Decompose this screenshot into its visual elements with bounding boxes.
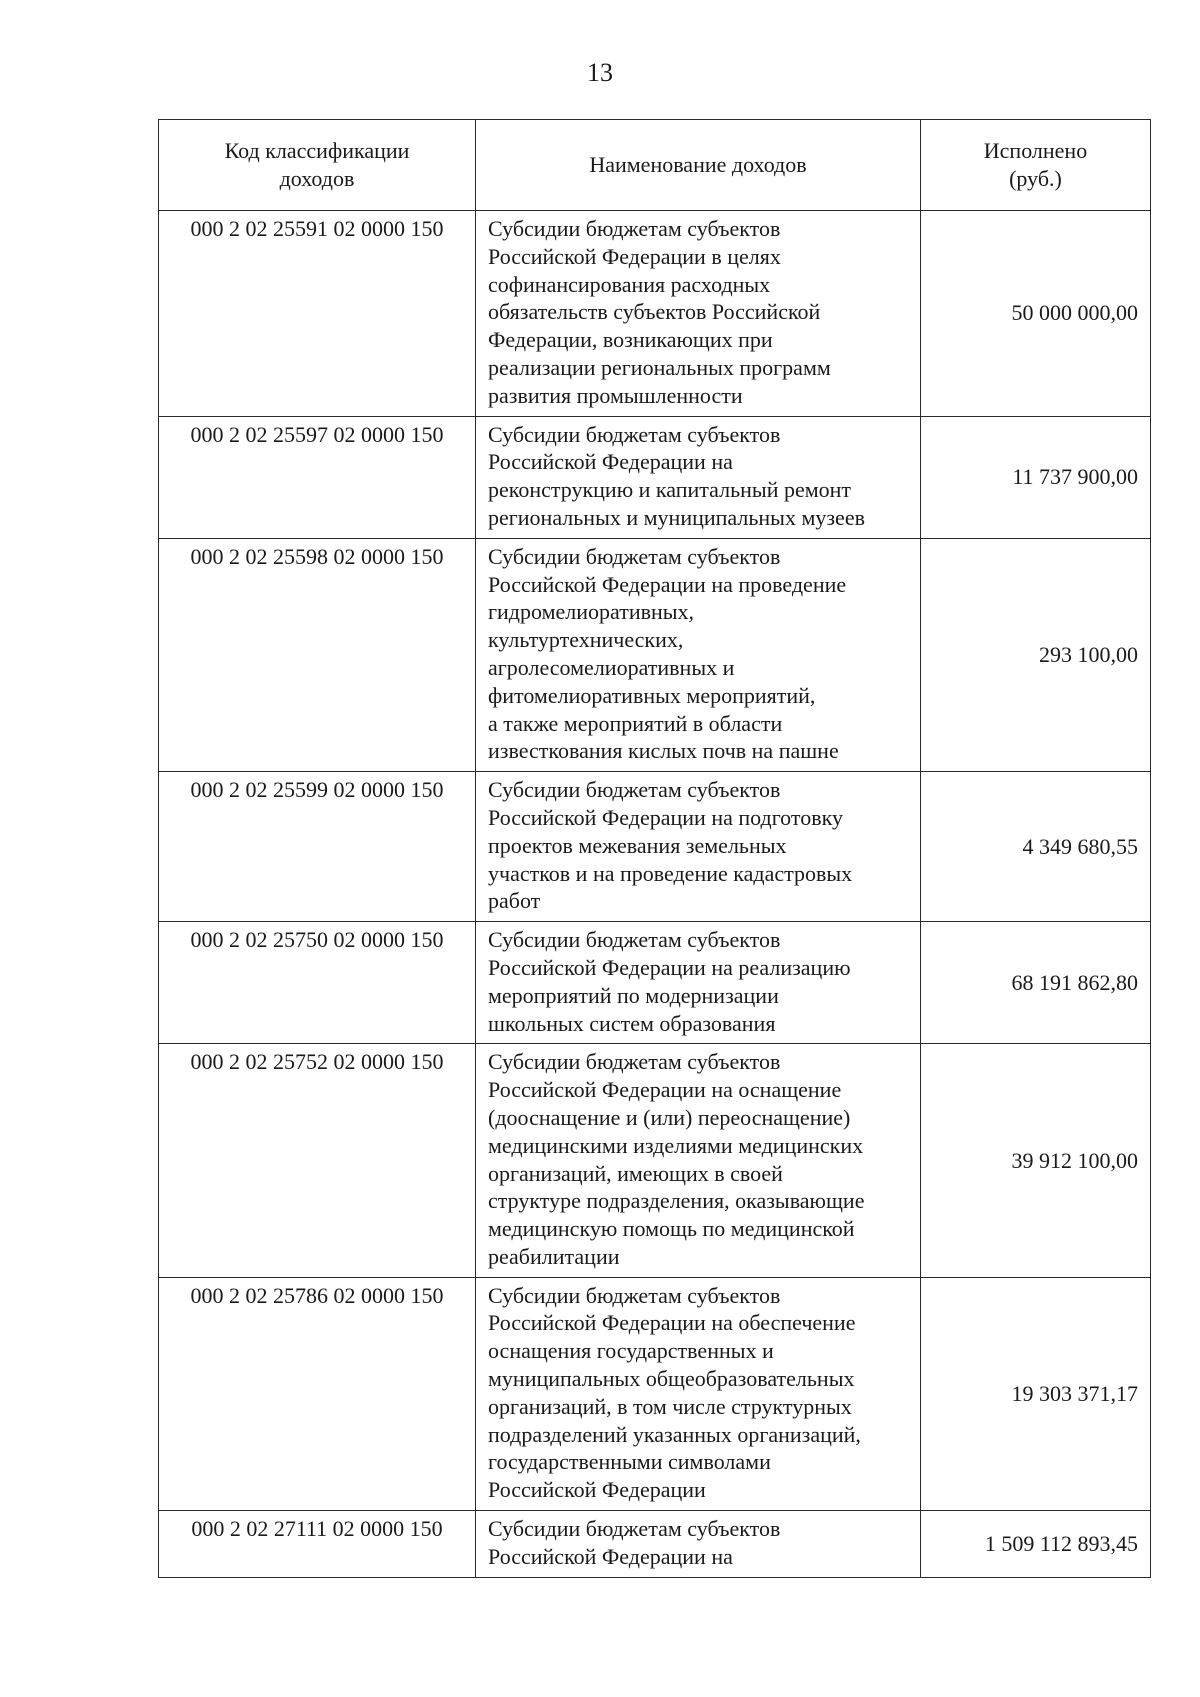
income-name-line: медицинскую помощь по медицинской — [488, 1216, 855, 1242]
income-name-line: софинансирования расходных — [488, 271, 771, 297]
income-name-line: Федерации, возникающих при — [488, 327, 773, 353]
table-row — [159, 538, 1151, 771]
income-name-line: Российской Федерации — [488, 1477, 706, 1503]
income-name-line: Субсидии бюджетам субъектов — [488, 1049, 781, 1075]
income-name-line: Российской Федерации на обеспечение — [488, 1310, 856, 1336]
income-code-cell: 000 2 02 25750 02 0000 150 — [159, 922, 476, 1044]
header-name — [476, 120, 921, 211]
income-name-line: обязательств субъектов Российской — [488, 299, 821, 325]
executed-amount-cell: 4 349 680,55 — [921, 772, 1151, 922]
income-name-line: Субсидии бюджетам субъектов — [488, 216, 781, 241]
income-name-line: проектов межевания земельных — [488, 832, 787, 858]
income-name-cell — [476, 772, 921, 922]
income-name-line: организаций, имеющих в своей — [488, 1160, 783, 1186]
income-name-line: культуртехнических, — [488, 627, 684, 653]
income-name-cell — [476, 538, 921, 771]
table-header-row — [159, 120, 1151, 211]
income-name-line: агролесомелиоративных и — [488, 654, 735, 680]
income-name-line: структуре подразделения, оказывающие — [488, 1188, 865, 1214]
executed-amount-cell: 39 912 100,00 — [921, 1044, 1151, 1277]
income-name-line: Российской Федерации на — [488, 1543, 733, 1569]
income-name-line: Российской Федерации в целях — [488, 243, 781, 269]
table-row — [159, 211, 1151, 417]
income-code-cell: 000 2 02 25591 02 0000 150 — [159, 211, 476, 417]
income-name-line: оснащения государственных и — [488, 1338, 774, 1364]
income-name-line: участков и на проведение кадастровых — [488, 860, 853, 886]
table-row — [159, 1277, 1151, 1510]
income-name-line: медицинскими изделиями медицинских — [488, 1132, 864, 1158]
table-body — [159, 211, 1151, 1578]
executed-amount-cell: 293 100,00 — [921, 538, 1151, 771]
income-code-cell: 000 2 02 25786 02 0000 150 — [159, 1277, 476, 1510]
income-name-line: Российской Федерации на реализацию — [488, 954, 851, 980]
income-name-line: Российской Федерации на оснащение — [488, 1077, 842, 1103]
income-name-line: Субсидии бюджетам субъектов — [488, 1282, 781, 1308]
income-name-cell — [476, 1044, 921, 1277]
table-row — [159, 1511, 1151, 1578]
table-row — [159, 1044, 1151, 1277]
table-row — [159, 922, 1151, 1044]
income-name-line: школьных систем образования — [488, 1010, 776, 1036]
executed-amount-cell: 11 737 900,00 — [921, 416, 1151, 538]
income-name-line: Российской Федерации на — [488, 449, 733, 475]
income-name-cell — [476, 1511, 921, 1578]
header-line: Наименование доходов — [589, 152, 807, 178]
header-line: доходов — [279, 166, 355, 191]
page-number: 13 — [587, 58, 613, 87]
header-code — [159, 120, 476, 211]
executed-amount-cell: 50 000 000,00 — [921, 211, 1151, 417]
income-name-line: Российской Федерации на проведение — [488, 571, 847, 597]
income-code-cell: 000 2 02 25752 02 0000 150 — [159, 1044, 476, 1277]
income-name-line: мероприятий по модернизации — [488, 982, 779, 1008]
income-name-line: реализации региональных программ — [488, 354, 831, 380]
income-name-line: реабилитации — [488, 1243, 620, 1269]
table-row — [159, 772, 1151, 922]
income-name-cell — [476, 1277, 921, 1510]
executed-amount-cell: 19 303 371,17 — [921, 1277, 1151, 1510]
income-name-line: работ — [488, 888, 541, 914]
income-name-line: (дооснащение и (или) переоснащение) — [488, 1104, 851, 1130]
income-name-line: фитомелиоративных мероприятий, — [488, 682, 816, 708]
income-name-line: муниципальных общеобразовательных — [488, 1366, 855, 1392]
header-line: (руб.) — [1009, 166, 1062, 191]
executed-amount-cell: 1 509 112 893,45 — [921, 1511, 1151, 1578]
income-name-line: развития промышленности — [488, 382, 743, 408]
income-name-line: региональных и муниципальных музеев — [488, 504, 865, 530]
income-name-line: государственными символами — [488, 1449, 771, 1475]
income-name-line: Российской Федерации на подготовку — [488, 804, 843, 830]
income-name-line: известкования кислых почв на пашне — [488, 738, 839, 764]
income-code-cell: 000 2 02 27111 02 0000 150 — [159, 1511, 476, 1578]
income-name-line: Субсидии бюджетам субъектов — [488, 543, 781, 569]
income-name-line: Субсидии бюджетам субъектов — [488, 1516, 781, 1542]
header-line: Исполнено — [983, 138, 1088, 164]
income-code-cell: 000 2 02 25597 02 0000 150 — [159, 416, 476, 538]
income-code-cell: 000 2 02 25598 02 0000 150 — [159, 538, 476, 771]
income-name-line: Субсидии бюджетам субъектов — [488, 421, 781, 447]
income-name-line: подразделений указанных организаций, — [488, 1421, 861, 1447]
income-name-line: гидромелиоративных, — [488, 599, 695, 625]
income-name-line: реконструкцию и капитальный ремонт — [488, 477, 852, 503]
income-name-line: а также мероприятий в области — [488, 710, 783, 736]
income-name-cell — [476, 416, 921, 538]
income-name-line: Субсидии бюджетам субъектов — [488, 777, 781, 803]
income-name-cell — [476, 922, 921, 1044]
income-name-line: организаций, в том числе структурных — [488, 1393, 852, 1419]
income-name-line: Субсидии бюджетам субъектов — [488, 927, 781, 953]
table-row — [159, 416, 1151, 538]
revenue-table — [158, 119, 1151, 1578]
income-name-cell — [476, 211, 921, 417]
header-line: Код классификации — [224, 138, 410, 164]
income-code-cell: 000 2 02 25599 02 0000 150 — [159, 772, 476, 922]
header-amount — [921, 120, 1151, 211]
executed-amount-cell: 68 191 862,80 — [921, 922, 1151, 1044]
